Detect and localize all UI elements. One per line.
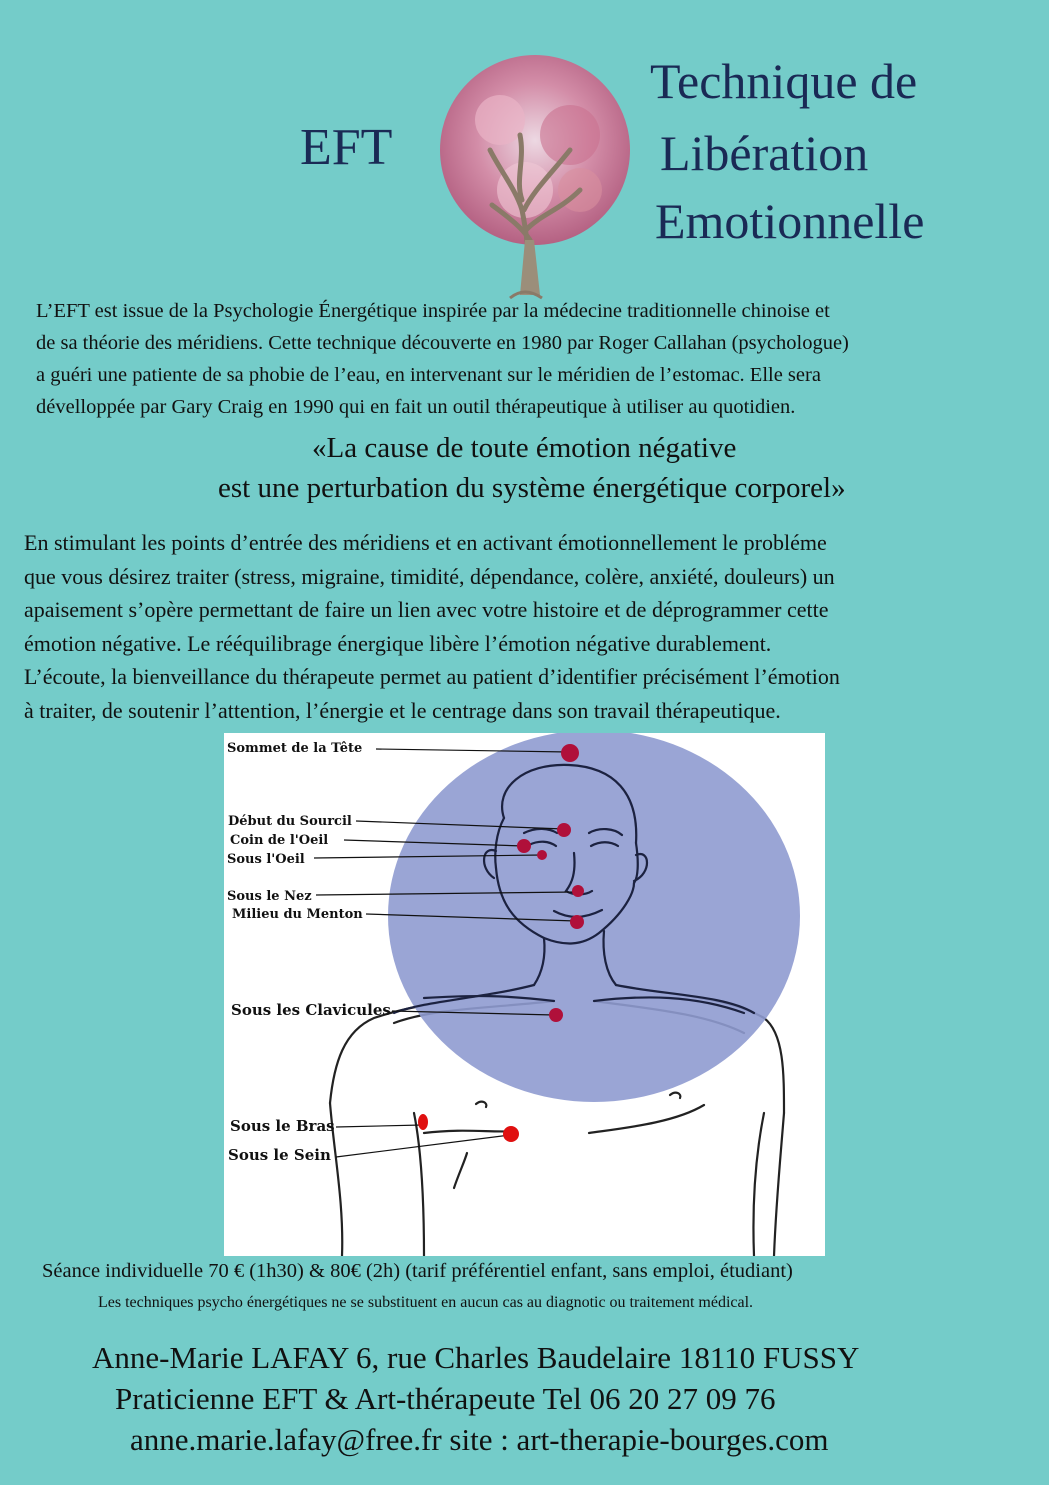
- point-sourcil: [557, 823, 571, 837]
- title-line-1: Technique de: [650, 53, 918, 109]
- intro-line: dévelloppée par Gary Craig en 1990 qui en fait un outil thérapeutique à utiliser au quotidien.: [36, 396, 796, 418]
- body-paragraph: [24, 526, 1034, 727]
- point-sommet: [561, 744, 579, 762]
- label-sommet: Sommet de la Tête: [227, 741, 363, 756]
- contact-email-site: anne.marie.lafay@free.fr site : art-therapie-bourges.com: [130, 1422, 829, 1457]
- contact-profession-phone: Praticienne EFT & Art-thérapeute Tel 06 20 27 09 76: [115, 1381, 776, 1416]
- eft-title: EFT: [300, 119, 393, 176]
- point-sous-nez: [572, 885, 584, 897]
- label-coin-oeil: Coin de l'Oeil: [230, 833, 329, 848]
- label-bras: Sous le Bras: [230, 1117, 335, 1135]
- label-sein: Sous le Sein: [228, 1146, 331, 1164]
- label-sous-nez: Sous le Nez: [227, 889, 312, 904]
- body-illustration: [224, 733, 825, 1256]
- quote-line-2: est une perturbation du système énergétique corporel»: [218, 472, 846, 504]
- contact-address: Anne-Marie LAFAY 6, rue Charles Baudelaire 18110 FUSSY: [92, 1340, 860, 1375]
- body-line: à traiter, de soutenir l’attention, l’énergie et le centrage dans son travail thérapeutique.: [24, 697, 781, 723]
- intro-line: a guéri une patiente de sa phobie de l’eau, en intervenant sur le méridien de l’estomac. Elle sera: [36, 364, 821, 386]
- quote-line-1: «La cause de toute émotion négative: [312, 432, 737, 464]
- label-clavicules: Sous les Clavicules: [231, 1001, 391, 1019]
- intro-line: de sa théorie des méridiens. Cette technique découverte en 1980 par Roger Callahan (psychologue): [36, 332, 849, 354]
- pricing: Séance individuelle 70 € (1h30) & 80€ (2h) (tarif préférentiel enfant, sans emploi, étudiant): [42, 1260, 793, 1282]
- body-line: L’écoute, la bienveillance du thérapeute permet au patient d’identifier précisément l’émotion: [24, 664, 840, 689]
- point-bras: [418, 1114, 428, 1130]
- point-coin-oeil: [517, 839, 531, 853]
- point-sein: [503, 1126, 519, 1142]
- point-menton: [570, 915, 584, 929]
- quote: [0, 428, 1049, 508]
- point-clavicules: [549, 1008, 563, 1022]
- label-sourcil: Début du Sourcil: [228, 814, 352, 829]
- tree-logo: [430, 40, 650, 300]
- label-sous-oeil: Sous l'Oeil: [227, 852, 305, 867]
- label-menton: Milieu du Menton: [232, 907, 363, 922]
- point-sous-oeil: [537, 850, 547, 860]
- overlay-circle: [388, 733, 800, 1102]
- body-line: apaisement s’opère permettant de faire un lien avec votre histoire et de déprogrammer cette: [24, 597, 829, 622]
- body-line: que vous désirez traiter (stress, migraine, timidité, dépendance, colère, anxiété, douleurs) un: [24, 563, 835, 589]
- disclaimer: Les techniques psycho énergétiques ne se substituent en aucun cas au diagnotic ou traitement médical.: [98, 1294, 754, 1311]
- title-line-2: Libération: [660, 125, 869, 181]
- body-line: En stimulant les points d’entrée des méridiens et en activant émotionnellement le probléme: [24, 530, 827, 555]
- intro-line: L’EFT est issue de la Psychologie Énergétique inspirée par la médecine traditionnelle chinoise et: [36, 300, 830, 322]
- tapping-points-diagram: [224, 733, 825, 1256]
- body-line: émotion négative. Le rééquilibrage énergique libère l’émotion négative durablement.: [24, 630, 772, 656]
- title-line-3: Emotionnelle: [655, 193, 925, 249]
- intro-paragraph: [36, 295, 1036, 423]
